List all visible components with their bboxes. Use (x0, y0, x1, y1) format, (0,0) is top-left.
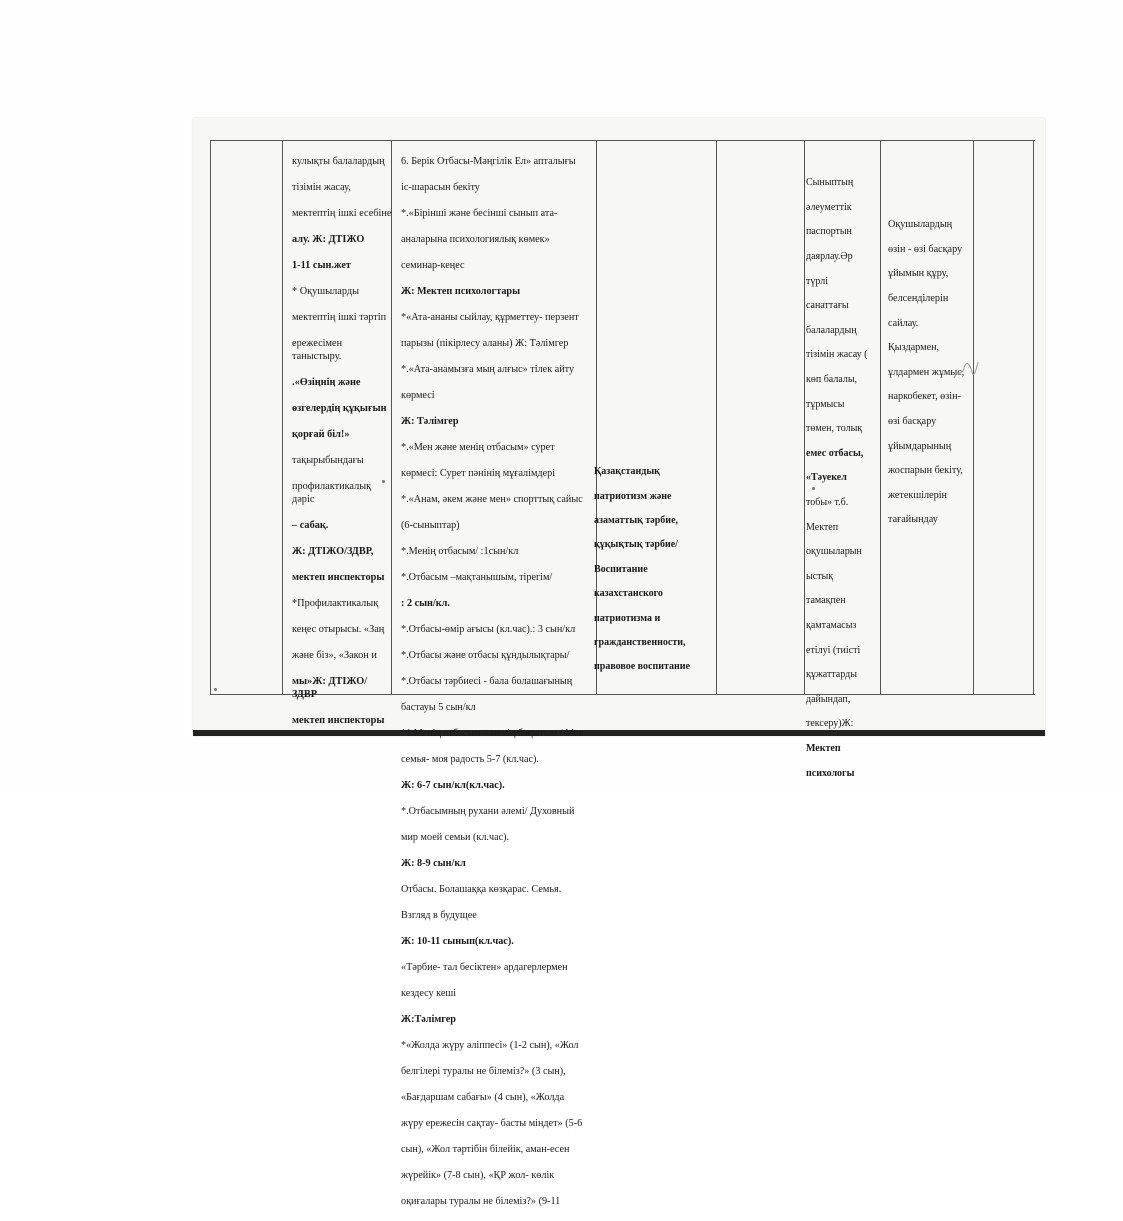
text-line: мектеп инспекторы (292, 572, 385, 583)
text-line: патриотизм және (594, 490, 672, 502)
text-line: *.«Анам, әкем және мен» спорттық сайыс (401, 494, 583, 505)
text-line: тізімін жасау ( (806, 349, 868, 361)
text-line: Қыздармен, (888, 342, 940, 354)
text-line: *.Менің отбасым/ :1сын/кл (401, 546, 519, 557)
text-line: ұлдармен жұмыс, (888, 366, 965, 378)
text-line: Ж: ДТІЖО/ЗДВР, (292, 546, 374, 557)
text-line: семья- моя радость 5-7 (кл.час). (401, 754, 539, 765)
text-line: өзін - өзі басқару (888, 243, 963, 255)
text-line: Қазақстандық (594, 466, 660, 478)
text-line: *.Отбасым –мақтанышым, тірегім/ (401, 572, 553, 583)
text-line: көрмесі (401, 390, 435, 401)
text-line: Воспитание (594, 563, 648, 575)
text-line: аналарына психологиялық көмек» (401, 234, 550, 245)
text-line: мир моей семьи (кл.час). (401, 832, 510, 843)
text-line: *.«Ата-анамызға мың алғыс» тілек айту (401, 364, 575, 375)
text-line: профилактикалық дәріс (292, 481, 372, 505)
text-line: жетекшілерін (888, 489, 948, 501)
text-line: сын), «Жол тәртібін білейік, аман-есен (401, 1144, 570, 1155)
table-column-border (282, 140, 283, 694)
text-line: семинар-кеңес (401, 260, 465, 271)
text-line: түрлі (806, 275, 829, 287)
text-line: Ж: Мектеп психологтары (401, 286, 521, 297)
text-line: тағайындау (888, 514, 938, 526)
table-column-border (880, 140, 881, 694)
text-line: қорғай біл!» (292, 429, 350, 440)
text-line: әлеуметтік (806, 201, 852, 213)
text-line: *.Отбасы тәрбиесі - бала болашағының (401, 676, 573, 687)
text-line: Ж: 10-11 сынып(кл.час). (401, 936, 514, 947)
scan-speck (382, 480, 385, 483)
text-line: мектептің ішкі есебіне (292, 208, 392, 219)
text-line: Сыныптың (806, 177, 854, 189)
text-line: *1.Менің отбасым – менің бақытым./ Моя (401, 728, 584, 739)
text-line: тексеру)Ж: (806, 718, 854, 730)
text-line: 6. Берік Отбасы-Мәңгілік Ел» апталығы (401, 156, 576, 167)
text-line: Ж:Тәлімгер (401, 1014, 456, 1025)
text-line: құқықтық тәрбие/ (594, 539, 678, 551)
text-line: белгілері туралы не білеміз?» (3 сын), (401, 1066, 566, 1077)
text-line: парызы (пікірлесу аланы) Ж: Тәлімгер (401, 338, 569, 349)
table-cell-col4 (594, 454, 716, 686)
scan-speck (214, 688, 217, 691)
text-line: мектептің ішкі тәртіп (292, 312, 387, 323)
text-line: мектеп инспекторы (292, 715, 385, 726)
text-line: «Тәуекел (806, 472, 847, 484)
text-line: көп балалы, (806, 374, 858, 386)
text-line: тобы» т.б. (806, 497, 849, 509)
table-column-border (210, 140, 211, 694)
text-line: Оқушылардың (888, 219, 953, 231)
text-line: «Бағдаршам сабағы» (4 сын), «Жолда (401, 1092, 565, 1103)
text-line: правовое воспитание (594, 661, 690, 673)
text-line: Мектеп (806, 742, 841, 754)
text-line: жоспарын бекіту, (888, 465, 963, 477)
table-cell-col6 (806, 165, 880, 792)
text-line: қамтамасыз (806, 619, 857, 631)
text-line: өзгелердің құқығын (292, 403, 387, 414)
text-line: тұрмысы (806, 398, 845, 410)
text-line: *«Жолда жүру әліппесі» (1-2 сын), «Жол (401, 1040, 579, 1051)
text-line: Ж: 8-9 сын/кл (401, 858, 466, 869)
text-line: көрмесі: Сурет пәнінің мұғалімдері (401, 468, 556, 479)
text-line: Ж: Тәлімгер (401, 416, 459, 427)
text-line: наркобекет, өзін- (888, 391, 961, 403)
text-line: белсенділерін (888, 293, 949, 305)
text-line: *.«Мен және менің отбасым» сурет (401, 442, 555, 453)
scan-speck (812, 487, 815, 490)
text-line: ұйымдарының (888, 440, 952, 452)
table-top-border (210, 140, 1035, 141)
text-line: іс-шарасын бекіту (401, 182, 480, 193)
text-line: – сабақ. (292, 520, 329, 531)
table-cell-col3 (401, 142, 596, 1221)
text-line: кеңес отырысы. «Заң (292, 624, 385, 635)
text-line: патриотизма и (594, 612, 661, 624)
text-line: *.Отбасымның рухани әлемі/ Духовный (401, 806, 575, 817)
table-column-border (1033, 140, 1034, 694)
text-line: кездесу кеші (401, 988, 457, 999)
text-line: ережесімен таныстыру. (292, 338, 343, 362)
text-line: психологы (806, 767, 855, 779)
text-line: *.«Бірінші және бесінші сынып ата- (401, 208, 558, 219)
text-line: сайлау. (888, 317, 919, 329)
text-line: оқушыларын (806, 546, 862, 558)
text-line: емес отбасы, (806, 447, 864, 459)
text-line: Отбасы. Болашаққа көзқарас. Семья. (401, 884, 562, 895)
text-line: Ж: 6-7 сын/кл(кл.час). (401, 780, 505, 791)
text-line: *.Отбасы және отбасы құндылықтары/ (401, 650, 570, 661)
text-line: Взгляд в будущее (401, 910, 477, 921)
text-line: құжаттарды (806, 669, 857, 681)
text-line: (6-сыныптар) (401, 520, 460, 531)
pen-scribble-mark (952, 360, 980, 382)
text-line: 1-11 сын.жет (292, 260, 351, 271)
text-line: гражданственности, (594, 637, 686, 649)
table-cell-col2 (292, 142, 392, 740)
text-line: жүру ережесін сақтау- басты міндет» (5-6 (401, 1118, 583, 1129)
text-line: жүрейік» (7-8 сын), «ҚР жол- көлік (401, 1170, 555, 1181)
text-line: : 2 сын/кл. (401, 598, 450, 609)
text-line: балалардың (806, 324, 857, 336)
table-column-border (716, 140, 717, 694)
table-column-border (973, 140, 974, 694)
text-line: *Профилактикалық (292, 598, 379, 609)
text-line: бастауы 5 сын/кл (401, 702, 476, 713)
text-line: паспортын (806, 226, 852, 238)
text-line: *«Ата-ананы сыйлау, құрметтеу- перзент (401, 312, 579, 323)
text-line: төмен, толық (806, 423, 863, 435)
text-line: даярлау.Әр (806, 251, 853, 263)
text-line: мы»Ж: ДТІЖО/ЗДВР (292, 676, 368, 700)
text-line: казахстанского (594, 588, 663, 600)
text-line: «Тәрбие- тал бесіктен» ардагерлермен (401, 962, 568, 973)
text-line: санаттағы (806, 300, 849, 312)
text-line: Мектеп (806, 521, 839, 533)
text-line: .«Өзіңнің және (292, 377, 361, 388)
text-line: өзі басқару (888, 416, 937, 428)
text-line: оқиғалары туралы не білеміз?» (9-11 (401, 1196, 561, 1207)
text-line: алу. Ж: ДТІЖО (292, 234, 365, 245)
text-line: тізімін жасау, (292, 182, 351, 193)
text-line: тамақпен (806, 595, 846, 607)
text-line: ыстық (806, 570, 834, 582)
text-line: кулықты балалардың (292, 156, 385, 167)
table-column-border (804, 140, 805, 694)
text-line: етілуі (тиісті (806, 644, 861, 656)
text-line: азаматтық тәрбие, (594, 515, 679, 527)
text-line: ұйымын құру, (888, 268, 949, 280)
text-line: дайындап, (806, 693, 851, 705)
text-line: *.Отбасы-өмір ағысы (кл.час).: 3 сын/кл (401, 624, 576, 635)
text-line: және біз», «Закон и (292, 650, 377, 661)
text-line: тақырыбындағы (292, 455, 364, 466)
text-line: * Оқушыларды (292, 286, 360, 297)
